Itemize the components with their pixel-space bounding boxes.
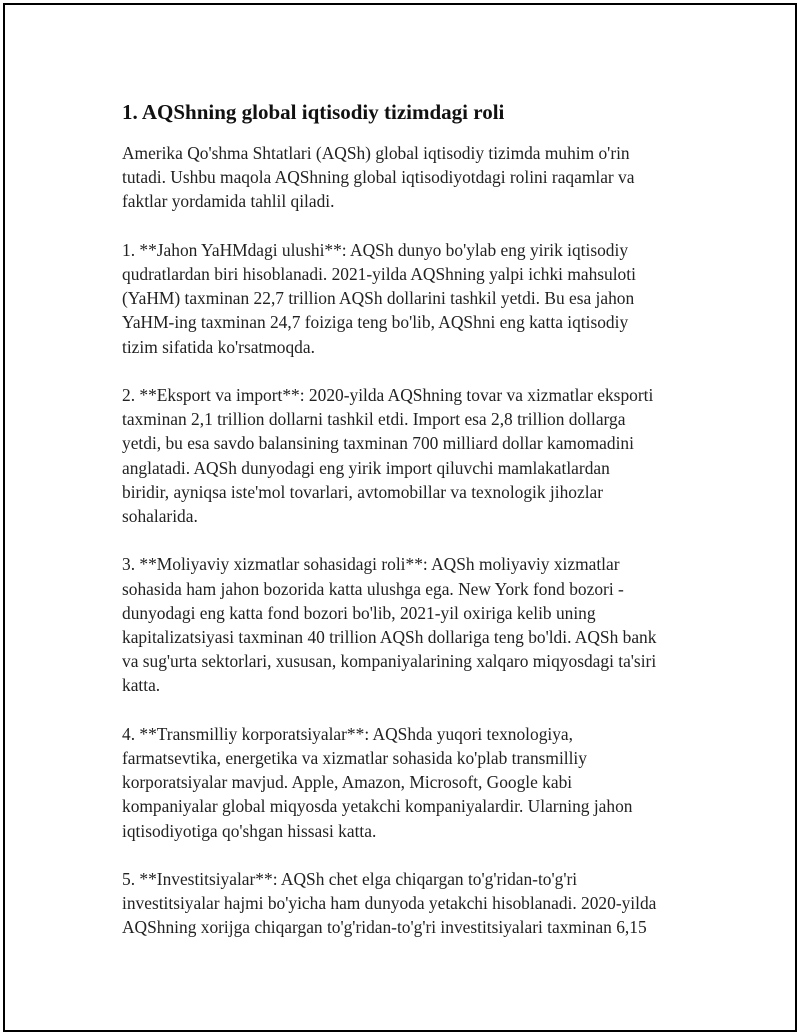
intro-paragraph: Amerika Qo'shma Shtatlari (AQSh) global iqtisodiy tizimda muhim o'rin tutadi. Ushbu maqola AQShning global iqtisodiyotdagi rolini raqamlar va faktlar yordamida tahlil qiladi.: [122, 143, 635, 212]
page-frame: [3, 3, 797, 1032]
paragraph-investments: 5. **Investitsiyalar**: AQSh chet elga chiqargan to'g'ridan-to'g'ri investitsiyalar hajmi bo'yicha ham dunyoda yetakchi hisoblanadi. 2020-yilda AQShning xorijga chiqargan to'g'ridan-to'g'ri investitsiyalari taxminan 6,15: [122, 869, 657, 938]
paragraph-export-import: 2. **Eksport va import**: 2020-yilda AQShning tovar va xizmatlar eksporti taxminan 2,1 trillion dollarni tashkil etdi. Import esa 2,8 trillion dollarga yetdi, bu esa savdo balansining taxminan 700 milliard dollar kamomadini anglatadi. AQSh dunyodagi eng yirik import qiluvchi mamlakatlardan biridir, ayniqsa iste'mol tovarlari, avtomobillar va texnologik jihozlar sohalarida.: [122, 385, 654, 527]
paragraph-financial-services: 3. **Moliyaviy xizmatlar sohasidagi roli**: AQSh moliyaviy xizmatlar sohasida ham jahon bozorida katta ulushga ega. New York fond bozori - dunyodagi eng katta fond bozori bo'lib, 2021-yil oxiriga kelib uning kapitalizatsiyasi taxminan 40 trillion AQSh dollariga teng bo'ldi. AQSh bank va sug'urta sektorlari, xususan, kompaniyalarining xalqaro miqyosdagi ta'siri katta.: [122, 554, 657, 696]
paragraph-gdp-share: 1. **Jahon YaHMdagi ulushi**: AQSh dunyo bo'ylab eng yirik iqtisodiy qudratlardan biri hisoblanadi. 2021-yilda AQShning yalpi ichki mahsuloti (YaHM) taxminan 22,7 trillion AQSh dollarini tashkil yetdi. Bu esa jahon YaHM-ing taxminan 24,7 foiziga teng bo'lib, AQShni eng katta iqtisodiy tizim sifatida ko'rsatmoqda.: [122, 239, 636, 357]
paragraph-transnational-corporations: 4. **Transmilliy korporatsiyalar**: AQShda yuqori texnologiya, farmatsevtika, energetika va xizmatlar sohasida ko'plab transmilliy korporatsiyalar mavjud. Apple, Amazon, Microsoft, Google kabi kompaniyalar global miqyosda yetakchi kompaniyalardir. Ularning jahon iqtisodiyotiga qo'shgan hissasi katta.: [122, 723, 633, 841]
document-body: [122, 97, 722, 940]
document-title: 1. AQShning global iqtisodiy tizimdagi roli: [122, 100, 505, 124]
